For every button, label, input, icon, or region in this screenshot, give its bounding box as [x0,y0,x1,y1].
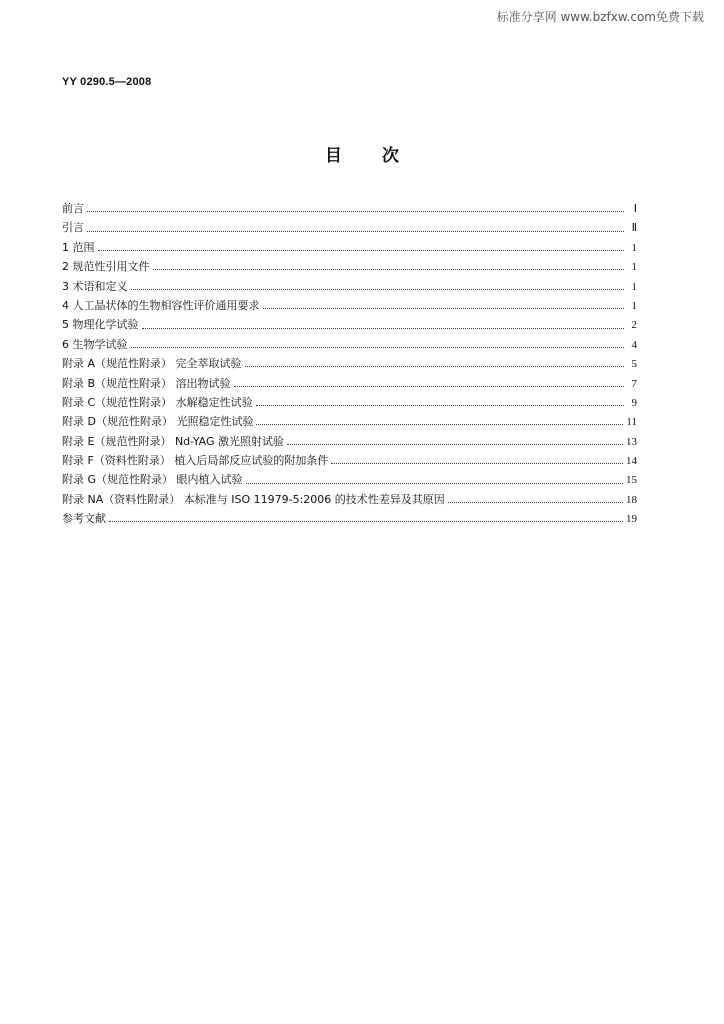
toc-entry-annex-a [62,354,637,373]
toc-entry-bibliography [62,509,637,528]
toc-leader [142,328,625,329]
toc-page-number: 5 [631,358,637,371]
toc-entry-annex-d [62,412,637,431]
standard-number: YY 0290.5—2008 [62,76,152,88]
toc-label: 1 范围 [62,240,95,254]
toc-label: 参考文献 [62,512,106,526]
toc-page-number: 7 [631,377,637,390]
toc-label: 附录 A（规范性附录） 完全萃取试验 [62,357,242,371]
toc-entry-foreword [62,199,637,218]
toc-entry-annex-b [62,374,637,393]
toc-entry-terms [62,277,637,296]
toc-label: 前言 [62,202,84,215]
toc-entry-annex-g [62,470,637,489]
toc-leader [153,269,625,270]
toc-label: 2 规范性引用文件 [62,260,150,274]
toc-entry-annex-e [62,432,637,451]
toc-label: 附录 G（规范性附录） 眼内植入试验 [62,473,243,487]
table-of-contents [62,199,637,529]
toc-page-number: 9 [631,396,637,409]
toc-leader [331,463,623,464]
toc-page-number: 14 [626,455,637,468]
toc-leader [256,405,624,406]
toc-page-number: 1 [631,261,637,274]
toc-page-number: Ⅰ [633,203,637,215]
toc-leader [87,231,624,232]
toc-label: 引言 [62,221,84,235]
toc-leader [245,366,624,367]
toc-entry-annex-f [62,451,637,470]
toc-label: 3 术语和定义 [62,279,128,293]
toc-entry-normative-references [62,257,637,276]
toc-entry-general-requirements [62,296,637,315]
toc-leader [287,444,623,445]
toc-label: 附录 NA（资料性附录） 本标准与 ISO 11979-5:2006 的技术性差异及其原因 [62,492,445,506]
toc-page-number: 19 [626,513,637,526]
toc-leader [256,424,623,425]
toc-leader [448,502,623,503]
toc-page-number: 11 [626,416,637,429]
toc-page-number: 18 [626,493,637,506]
toc-page-number: 13 [626,435,637,448]
toc-entry-annex-c [62,393,637,412]
toc-leader [98,250,625,251]
toc-entry-biological-tests [62,335,637,354]
page-title: 目次 [325,146,439,166]
toc-page-number: 1 [631,280,637,293]
toc-entry-introduction [62,218,637,237]
toc-entry-physicochemical-tests [62,315,637,334]
toc-label: 附录 C（规范性附录） 水解稳定性试验 [62,395,253,409]
toc-label: 附录 B（规范性附录） 溶出物试验 [62,376,231,390]
toc-leader [87,211,624,212]
toc-label: 4 人工晶状体的生物相容性评价通用要求 [62,298,260,312]
toc-leader [109,521,623,522]
toc-leader [234,386,624,387]
toc-label: 5 物理化学试验 [62,318,139,332]
toc-leader [131,289,625,290]
toc-label: 附录 D（规范性附录） 光照稳定性试验 [62,415,254,429]
toc-leader [246,483,623,484]
toc-page-number: 1 [631,241,637,254]
watermark-text: 标准分享网 www.bzfxw.com免费下载 [496,10,704,24]
toc-page-number: 4 [631,338,637,351]
toc-label: 附录 E（规范性附录） Nd-YAG 激光照射试验 [62,434,285,448]
toc-leader [131,347,625,348]
toc-page-number: Ⅱ [631,222,637,235]
toc-entry-annex-na [62,490,637,509]
toc-leader [263,308,625,309]
toc-entry-scope [62,238,637,257]
toc-label: 附录 F（资料性附录） 植入后局部反应试验的附加条件 [62,454,329,468]
toc-page-number: 15 [626,474,637,487]
toc-label: 6 生物学试验 [62,337,128,351]
toc-page-number: 2 [631,319,637,332]
toc-page-number: 1 [631,299,637,312]
